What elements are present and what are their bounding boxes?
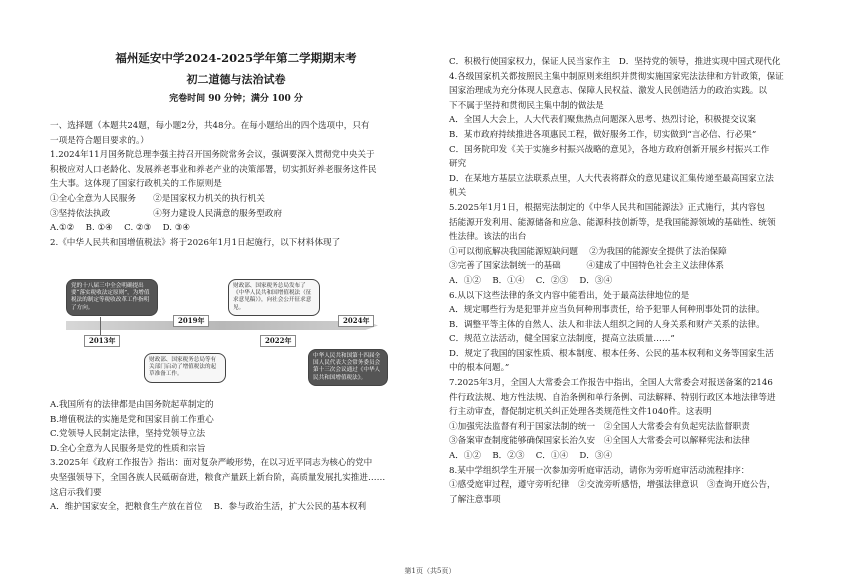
text-line: 央坚强领导下，全国各族人民砥砺奋进，粮食产量跃上新台阶，高质量发展扎实推进……: [50, 472, 386, 483]
text-line: A.①② B. ①④ C. ②③ D. ③④: [50, 223, 191, 234]
left-column-lower: [50, 398, 422, 515]
text-line: 下不属于坚持和贯彻民主集中制的做法是: [449, 100, 604, 111]
text-line: 一项是符合题目要求的。）: [50, 135, 149, 146]
text-line: 件行政法规、地方性法规、自治条例和单行条例、司法解释、特别行政区本地法律等进: [449, 392, 776, 403]
text-line: 2.《中华人民共和国增值税法》将于2026年1月1日起施行，以下材料体现了: [50, 237, 341, 248]
text-line: 7.2025年3月，全国人大常委会工作报告中指出，全国人大常委会对报送备案的2146: [449, 378, 773, 389]
timeline-box-2022: 财政部、国家税务总局等有关部门启动了增值税法的起草准备工作。: [144, 353, 226, 383]
timeline-year-2024: 2024年: [338, 315, 374, 327]
text-line: A．①② B．②③ C．①④ D．③④: [449, 451, 613, 462]
text-line: 中的根本问题。”: [449, 363, 510, 374]
text-line: 括能源开发利用、能源储备和应急、能源科技创新等，是我国能源领域的基础性、统领: [449, 217, 776, 228]
text-line: ③坚持依法执政 ④努力建设人民满意的服务型政府: [50, 208, 283, 219]
text-line: B.增值税法的实施是党和国家目前工作重心: [50, 414, 214, 425]
text-line: 1.2024年11月国务院总理李强主持召开国务院常务会议，强调要深入贯彻党中央关于: [50, 150, 375, 161]
left-column: [50, 50, 422, 250]
exam-subtitle: 初二道德与法治试卷: [186, 73, 286, 86]
text-line: 研究: [449, 159, 467, 170]
page-footer: 第1页（共5页）: [404, 567, 456, 575]
text-line: B．某市政府持续推进各项惠民工程，做好服务工作，切实做到“言必信、行必果”: [449, 129, 757, 140]
text-line: A．维护国家安全，把粮食生产放在首位 B．参与政治生活，扩大公民的基本权利: [50, 502, 367, 513]
text-line: 国家治理成为充分体现人民意志、保障人民权益、激发人民创造活力的政治实践。以: [449, 86, 767, 97]
text-line: ③完善了国家法制统一的基础 ④建成了中国特色社会主义法律体系: [449, 261, 725, 272]
text-line: C．积极行使国家权力，保证人民当家作主 D．坚持党的领导，推进实现中国式现代化: [449, 57, 781, 67]
timeline-year-2013: 2013年: [84, 335, 120, 347]
text-line: D.全心全意为人民服务是党的性质和宗旨: [50, 443, 206, 454]
text-line: 3.2025年《政府工作报告》指出：面对复杂严峻形势，在以习近平同志为核心的党中: [50, 458, 373, 469]
right-column: [449, 55, 819, 507]
text-line: 积极应对人口老龄化、发展养老事业和养老产业的决策部署，切实抓好养老服务这件民: [50, 164, 377, 175]
text-line: 行主动审查，督促制定机关纠正处理各类规范性文件1040件。这表明: [449, 407, 712, 418]
text-line: C.党领导人民制定法律，坚持党领导立法: [50, 429, 206, 440]
text-line: 5.2025年1月1日，根据宪法制定的《中华人民共和国能源法》正式施行，其内容包: [449, 202, 766, 213]
text-line: ①加强宪法监督有利于国家法制的统一 ②全国人大常委会有负起宪法监督职责: [449, 421, 750, 432]
text-line: C．国务院印发《关于实施乡村振兴战略的意见》，各地方政府创新开展乡村振兴工作: [449, 144, 770, 155]
text-line: A.我国所有的法律都是由国务院起草制定的: [50, 400, 214, 410]
question-block-1: [50, 119, 422, 250]
timeline-box-2019: 财政部、国家税务总局发布了《中华人民共和国增值税法（征求意见稿）》，向社会公开征求意见。: [228, 279, 320, 316]
timeline-box-2013: 党的十八届三中全会明确提出要“落实税收法定原则”，为增值税法的制定等税收改革工作指明了方向。: [66, 279, 158, 316]
timeline-year-2022: 2022年: [260, 335, 296, 347]
text-line: D．在某地方基层立法联系点里，人大代表将群众的意见建议汇集传递至最高国家立法: [449, 173, 774, 184]
text-line: 生大事。这体现了国家行政机关的工作原则是: [50, 179, 222, 190]
text-line: 了解注意事项: [449, 494, 501, 505]
text-line: ③备案审查制度能够确保国家长治久安 ④全国人大常委会可以解释宪法和法律: [449, 436, 750, 447]
text-line: 性法律。该法的出台: [449, 232, 527, 243]
text-line: ①可以彻底解决我国能源短缺问题 ②为我国的能源安全提供了法治保障: [449, 246, 727, 257]
timeline-figure: [60, 279, 381, 394]
text-line: D．规定了我国的国家性质、根本制度、根本任务、公民的基本权利和义务等国家生活: [449, 348, 774, 359]
timeline-year-2019: 2019年: [173, 315, 209, 327]
text-line: 8.某中学组织学生开展一次参加旁听庭审活动，请你为旁听庭审活动流程排序：: [449, 465, 750, 476]
text-line: 机关: [449, 188, 467, 199]
text-line: A．①② B．①④ C．②③ D．③④: [449, 275, 613, 286]
text-line: 4.各级国家机关都按照民主集中制原则来组织并贯彻实施国家宪法法律和方针政策，保证: [449, 71, 784, 82]
text-line: C．规范立法活动，健全国家立法制度，提高立法质量……”: [449, 334, 675, 345]
text-line: A．规定哪些行为是犯罪并应当负何种刑事责任，给予犯罪人何种刑事处罚的法律。: [449, 305, 765, 316]
timeline-arrow: [66, 321, 378, 330]
text-line: 6.从以下这些法律的条文内容中能看出，处于最高法律地位的是: [449, 290, 690, 301]
exam-title: 福州延安中学2024-2025学年第二学期期末考: [115, 51, 357, 65]
timeline-stem: [100, 317, 101, 335]
exam-info: 完卷时间 90 分钟；满分 100 分: [169, 94, 303, 104]
text-line: ①全心全意为人民服务 ②是国家权力机关的执行机关: [50, 193, 265, 204]
text-line: B．调整平等主体的自然人、法人和非法人组织之间的人身关系和财产关系的法律。: [449, 319, 765, 330]
text-line: 一、选择题（本题共24题，每小题2分，共48分。在每小题给出的四个选项中，只有: [50, 121, 370, 131]
text-line: A．全国人大会上，人大代表们聚焦热点问题深入思考、热烈讨论，积极提交议案: [449, 115, 756, 126]
timeline-box-2024: 中华人民共和国第十四届全国人民代表大会常务委员会第十三次会议通过《中华人民共和国增值税法》。: [308, 349, 388, 386]
text-line: 这启示我们要: [50, 487, 102, 498]
text-line: ①感受庭审过程，遵守旁听纪律 ②交流旁听感悟，增强法律意识 ③查询开庭公告，: [449, 480, 776, 491]
